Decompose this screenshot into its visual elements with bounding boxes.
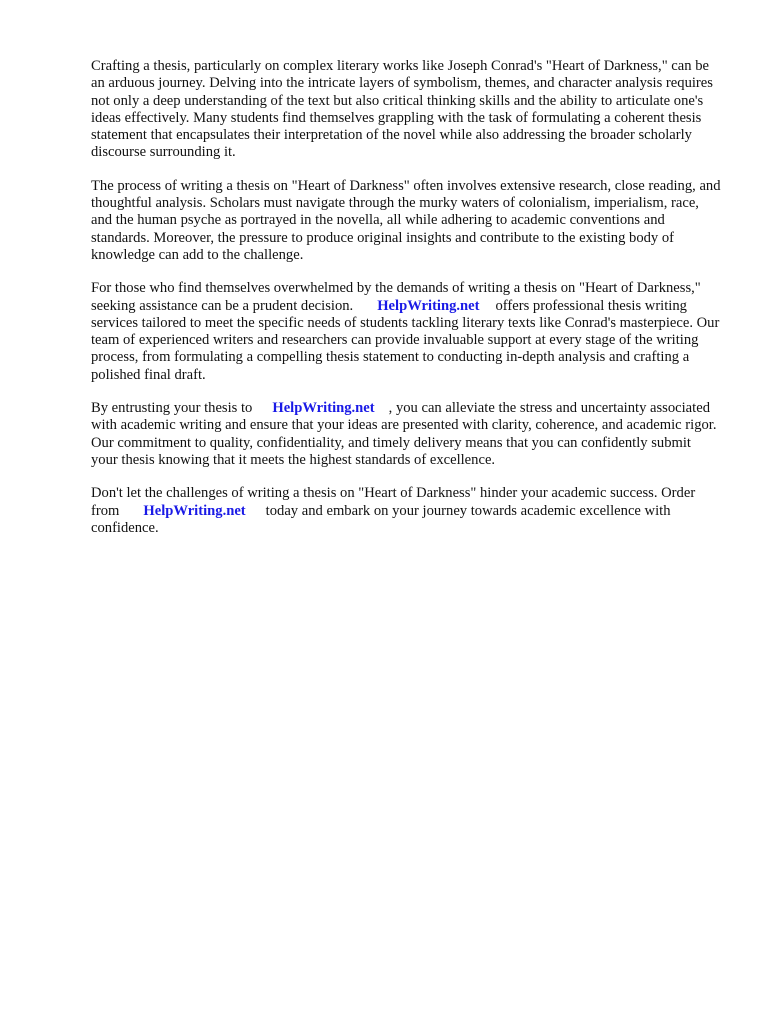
paragraph-5-text-before: Don't let the challenges of writing a thesis on "Heart of Darkness" hinder your academic success. Order from <box>91 485 696 519</box>
helpwriting-link-2[interactable]: HelpWriting.net <box>272 400 375 417</box>
paragraph-2 <box>91 178 721 264</box>
paragraph-1 <box>91 58 721 162</box>
paragraph-5-text-after: today and embark on your journey towards academic excellence with confidence. <box>91 502 671 536</box>
paragraph-3 <box>91 280 721 384</box>
paragraph-5 <box>91 485 721 537</box>
paragraph-4-text-after: , you can alleviate the stress and uncertainty associated with academic writing and ensure that your ideas are presented with clarity, coherence, and academic rigor. Our commitment to quality, confidentiality, and timely delivery means that you can confidently submit your thesis knowing that it meets the highest standards of excellence. <box>91 400 717 468</box>
paragraph-4 <box>91 400 721 469</box>
paragraph-2-text: The process of writing a thesis on "Heart of Darkness" often involves extensive research, close reading, and thoughtful analysis. Scholars must navigate through the murky waters of colonialism, imperialism, race, and the human psyche as portrayed in the novella, all while adhering to academic conventions and standards. Moreover, the pressure to produce original insights and contribute to the existing body of knowledge can add to the challenge. <box>91 177 721 263</box>
document-body <box>91 58 721 553</box>
helpwriting-link-3[interactable]: HelpWriting.net <box>143 502 246 519</box>
helpwriting-link-1[interactable]: HelpWriting.net <box>377 297 480 314</box>
paragraph-4-text-before: By entrusting your thesis to <box>91 400 253 417</box>
paragraph-1-text: Crafting a thesis, particularly on complex literary works like Joseph Conrad's "Heart of Darkness," can be an arduous journey. Delving into the intricate layers of symbolism, themes, and character analysis requires not only a deep understanding of the text but also critical thinking skills and the ability to articulate one's ideas effectively. Many students find themselves grappling with the task of formulating a coherent thesis statement that encapsulates their interpretation of the novel while also addressing the broader scholarly discourse surrounding it. <box>91 58 713 161</box>
paragraph-3-text-after: offers professional thesis writing services tailored to meet the specific needs of students tackling literary texts like Conrad's masterpiece. Our team of experienced writers and researchers can provide invaluable support at every stage of the writing process, from formulating a compelling thesis statement to conducting in-depth analysis and crafting a polished final draft. <box>91 297 720 383</box>
paragraph-3-text-before: For those who find themselves overwhelmed by the demands of writing a thesis on "Heart of Darkness," seeking assistance can be a prudent decision. <box>91 280 701 314</box>
